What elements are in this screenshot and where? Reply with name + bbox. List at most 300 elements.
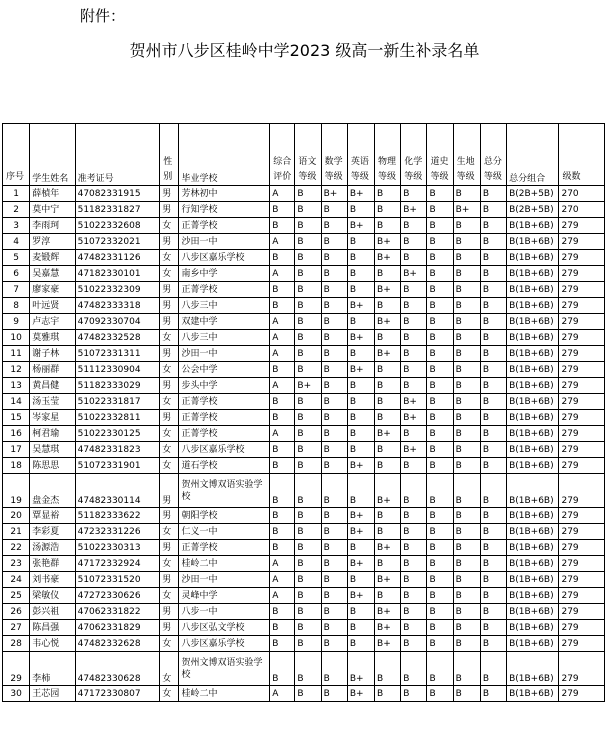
- table-cell: B: [453, 652, 480, 686]
- table-cell: B(1B+6B): [507, 362, 559, 378]
- table-cell: B(1B+6B): [507, 524, 559, 540]
- table-cell: B: [453, 524, 480, 540]
- table-cell: 男: [160, 620, 179, 636]
- table-cell: B(1B+6B): [507, 314, 559, 330]
- table-cell: 15: [3, 410, 30, 426]
- table-cell: B: [453, 330, 480, 346]
- table-cell: B: [270, 620, 295, 636]
- table-cell: B: [480, 426, 506, 442]
- table-cell: B(1B+6B): [507, 346, 559, 362]
- table-cell: B: [401, 620, 427, 636]
- table-cell: 正菁学校: [179, 282, 270, 298]
- table-cell: 桂岭二中: [179, 686, 270, 702]
- table-cell: 8: [3, 298, 30, 314]
- table-cell: B(1B+6B): [507, 540, 559, 556]
- column-header: 级数: [559, 124, 605, 186]
- table-row: [3, 282, 605, 298]
- table-cell: B: [453, 250, 480, 266]
- table-cell: B: [347, 426, 374, 442]
- table-cell: B+: [375, 346, 401, 362]
- table-cell: 47272330626: [75, 588, 160, 604]
- table-cell: 陈思思: [30, 458, 75, 474]
- table-cell: B: [270, 362, 295, 378]
- table-row: [3, 394, 605, 410]
- table-cell: B(1B+6B): [507, 330, 559, 346]
- table-cell: 279: [559, 686, 605, 702]
- table-cell: B+: [347, 524, 374, 540]
- table-row: [3, 572, 605, 588]
- table-cell: 11: [3, 346, 30, 362]
- table-cell: B: [480, 572, 506, 588]
- table-cell: B(1B+6B): [507, 298, 559, 314]
- table-cell: B: [347, 442, 374, 458]
- table-cell: B: [480, 234, 506, 250]
- table-cell: B: [347, 636, 374, 652]
- table-cell: A: [270, 426, 295, 442]
- table-cell: 12: [3, 362, 30, 378]
- table-cell: B: [375, 218, 401, 234]
- column-header: 性别: [160, 124, 179, 186]
- table-cell: 男: [160, 186, 179, 202]
- table-cell: B(1B+6B): [507, 250, 559, 266]
- table-cell: B: [480, 394, 506, 410]
- table-cell: 279: [559, 442, 605, 458]
- table-cell: B: [295, 604, 321, 620]
- table-cell: B: [480, 442, 506, 458]
- table-cell: B: [295, 686, 321, 702]
- table-cell: B: [347, 378, 374, 394]
- table-cell: B: [480, 686, 506, 702]
- table-cell: 51022332608: [75, 218, 160, 234]
- table-row: [3, 442, 605, 458]
- table-cell: 47172332924: [75, 556, 160, 572]
- table-cell: 男: [160, 410, 179, 426]
- table-row: [3, 540, 605, 556]
- table-cell: B: [270, 508, 295, 524]
- table-cell: 女: [160, 266, 179, 282]
- table-cell: 汤玉莹: [30, 394, 75, 410]
- table-cell: B: [480, 282, 506, 298]
- table-cell: B: [321, 572, 347, 588]
- table-cell: B: [453, 686, 480, 702]
- table-cell: B: [453, 588, 480, 604]
- table-cell: A: [270, 266, 295, 282]
- table-cell: 279: [559, 636, 605, 652]
- table-cell: 灵峰中学: [179, 588, 270, 604]
- table-cell: A: [270, 330, 295, 346]
- table-cell: 279: [559, 620, 605, 636]
- table-cell: B: [295, 426, 321, 442]
- table-row: [3, 604, 605, 620]
- table-row: [3, 314, 605, 330]
- table-cell: 20: [3, 508, 30, 524]
- table-cell: B: [401, 652, 427, 686]
- table-cell: B: [347, 282, 374, 298]
- table-cell: B: [347, 572, 374, 588]
- table-cell: B: [295, 572, 321, 588]
- table-cell: 279: [559, 410, 605, 426]
- table-cell: 29: [3, 652, 30, 686]
- table-cell: B: [295, 282, 321, 298]
- table-cell: B: [401, 636, 427, 652]
- table-cell: B: [427, 572, 453, 588]
- table-cell: B: [453, 474, 480, 508]
- table-cell: B: [427, 686, 453, 702]
- table-cell: B(1B+6B): [507, 394, 559, 410]
- table-cell: B: [295, 218, 321, 234]
- table-cell: B: [321, 250, 347, 266]
- column-header: 英语等级: [347, 124, 374, 186]
- table-cell: B: [427, 636, 453, 652]
- table-cell: B(1B+6B): [507, 458, 559, 474]
- table-cell: B: [480, 540, 506, 556]
- table-cell: B(1B+6B): [507, 686, 559, 702]
- table-cell: B: [401, 346, 427, 362]
- table-cell: 岑家星: [30, 410, 75, 426]
- table-cell: 叶远贤: [30, 298, 75, 314]
- table-cell: B: [427, 298, 453, 314]
- table-cell: 47482330114: [75, 474, 160, 508]
- table-cell: 女: [160, 218, 179, 234]
- page-title: 贺州市八步区桂岭中学2023 级高一新生补录名单: [129, 41, 480, 60]
- table-cell: B: [321, 636, 347, 652]
- table-cell: 51022330125: [75, 426, 160, 442]
- table-cell: B(1B+6B): [507, 652, 559, 686]
- table-cell: B: [321, 474, 347, 508]
- table-cell: 279: [559, 378, 605, 394]
- table-cell: 女: [160, 636, 179, 652]
- table-cell: B: [270, 442, 295, 458]
- table-cell: 279: [559, 652, 605, 686]
- table-cell: 八步一中: [179, 604, 270, 620]
- table-cell: 男: [160, 314, 179, 330]
- table-cell: B: [427, 202, 453, 218]
- table-row: [3, 474, 605, 508]
- table-cell: B: [321, 426, 347, 442]
- table-cell: B+: [375, 474, 401, 508]
- table-cell: 女: [160, 556, 179, 572]
- table-cell: 47062331829: [75, 620, 160, 636]
- table-cell: 女: [160, 330, 179, 346]
- table-cell: 公会中学: [179, 362, 270, 378]
- table-cell: B(1B+6B): [507, 588, 559, 604]
- table-cell: B: [453, 362, 480, 378]
- column-header: 道史等级: [427, 124, 453, 186]
- table-cell: B(1B+6B): [507, 636, 559, 652]
- table-cell: B+: [401, 266, 427, 282]
- table-row: [3, 330, 605, 346]
- header-row: [3, 124, 605, 186]
- table-cell: B: [480, 266, 506, 282]
- table-cell: B: [321, 588, 347, 604]
- table-cell: 正菁学校: [179, 410, 270, 426]
- table-cell: B: [321, 378, 347, 394]
- table-cell: 男: [160, 346, 179, 362]
- table-cell: B: [321, 346, 347, 362]
- table-cell: 覃显裕: [30, 508, 75, 524]
- table-cell: B: [453, 572, 480, 588]
- table-cell: B: [453, 186, 480, 202]
- table-cell: 279: [559, 394, 605, 410]
- table-cell: 女: [160, 426, 179, 442]
- table-cell: B: [401, 186, 427, 202]
- table-cell: 13: [3, 378, 30, 394]
- table-cell: 24: [3, 572, 30, 588]
- table-cell: 八步区嘉乐学校: [179, 636, 270, 652]
- column-header: 序号: [3, 124, 30, 186]
- table-body: [3, 186, 605, 702]
- table-cell: B: [347, 250, 374, 266]
- table-cell: B: [375, 298, 401, 314]
- table-cell: B+: [347, 458, 374, 474]
- table-cell: B(1B+6B): [507, 218, 559, 234]
- table-cell: B: [295, 540, 321, 556]
- table-cell: 279: [559, 474, 605, 508]
- table-cell: B: [453, 394, 480, 410]
- table-cell: B: [401, 250, 427, 266]
- table-row: [3, 378, 605, 394]
- table-cell: B: [321, 330, 347, 346]
- table-cell: 彭兴祖: [30, 604, 75, 620]
- table-cell: 八步区嘉乐学校: [179, 250, 270, 266]
- table-cell: 279: [559, 282, 605, 298]
- table-cell: B: [321, 218, 347, 234]
- table-cell: 47482332528: [75, 330, 160, 346]
- table-cell: B: [427, 234, 453, 250]
- table-cell: 279: [559, 218, 605, 234]
- table-cell: 南乡中学: [179, 266, 270, 282]
- table-cell: A: [270, 346, 295, 362]
- table-cell: B: [401, 282, 427, 298]
- table-cell: 4: [3, 234, 30, 250]
- table-cell: 270: [559, 202, 605, 218]
- table-cell: 罗淳: [30, 234, 75, 250]
- table-cell: B: [427, 186, 453, 202]
- table-cell: B: [375, 266, 401, 282]
- table-cell: B: [375, 686, 401, 702]
- table-row: [3, 426, 605, 442]
- table-cell: B: [480, 556, 506, 572]
- table-cell: B: [427, 218, 453, 234]
- table-cell: 桂岭二中: [179, 556, 270, 572]
- table-cell: B: [401, 540, 427, 556]
- table-cell: B: [295, 410, 321, 426]
- table-cell: 22: [3, 540, 30, 556]
- table-cell: B: [401, 524, 427, 540]
- table-cell: B+: [347, 556, 374, 572]
- column-header: 准考证号: [75, 124, 160, 186]
- table-cell: B: [347, 604, 374, 620]
- table-row: [3, 362, 605, 378]
- table-cell: B: [375, 458, 401, 474]
- table-cell: B: [401, 298, 427, 314]
- table-cell: 279: [559, 362, 605, 378]
- table-cell: B: [480, 458, 506, 474]
- table-cell: B: [427, 620, 453, 636]
- table-cell: 八步区嘉乐学校: [179, 442, 270, 458]
- table-cell: B: [295, 442, 321, 458]
- table-cell: B: [295, 458, 321, 474]
- table-cell: 八步三中: [179, 330, 270, 346]
- table-cell: B: [453, 620, 480, 636]
- table-cell: B: [321, 298, 347, 314]
- table-cell: 薛楨年: [30, 186, 75, 202]
- column-header: 语文等级: [295, 124, 321, 186]
- table-cell: B: [453, 346, 480, 362]
- table-cell: 279: [559, 508, 605, 524]
- table-cell: B+: [375, 426, 401, 442]
- table-cell: B: [295, 346, 321, 362]
- table-cell: 23: [3, 556, 30, 572]
- table-cell: 女: [160, 394, 179, 410]
- table-cell: B+: [401, 410, 427, 426]
- table-cell: B: [480, 346, 506, 362]
- table-cell: B: [480, 620, 506, 636]
- table-cell: B+: [375, 620, 401, 636]
- table-cell: 正菁学校: [179, 426, 270, 442]
- table-cell: B: [453, 426, 480, 442]
- table-cell: 5: [3, 250, 30, 266]
- table-cell: 李柿: [30, 652, 75, 686]
- table-cell: 女: [160, 524, 179, 540]
- table-cell: B: [427, 556, 453, 572]
- table-cell: 14: [3, 394, 30, 410]
- table-cell: B: [480, 330, 506, 346]
- column-header: 生地等级: [453, 124, 480, 186]
- table-cell: B: [453, 218, 480, 234]
- table-cell: B: [401, 330, 427, 346]
- table-row: [3, 202, 605, 218]
- table-cell: 吴嘉慧: [30, 266, 75, 282]
- table-cell: 汤源浩: [30, 540, 75, 556]
- table-cell: 芳林初中: [179, 186, 270, 202]
- table-cell: B: [375, 652, 401, 686]
- table-row: [3, 266, 605, 282]
- table-cell: A: [270, 686, 295, 702]
- table-cell: 16: [3, 426, 30, 442]
- table-cell: B: [321, 686, 347, 702]
- table-row: [3, 458, 605, 474]
- table-cell: 47092330704: [75, 314, 160, 330]
- column-header: 物理等级: [375, 124, 401, 186]
- table-cell: 279: [559, 298, 605, 314]
- table-cell: 47182330101: [75, 266, 160, 282]
- table-cell: B: [401, 508, 427, 524]
- table-cell: B(1B+6B): [507, 556, 559, 572]
- table-cell: B: [401, 572, 427, 588]
- table-cell: B(1B+6B): [507, 474, 559, 508]
- table-cell: B: [321, 234, 347, 250]
- table-cell: B+: [375, 250, 401, 266]
- table-cell: 男: [160, 474, 179, 508]
- table-cell: B: [453, 282, 480, 298]
- table-cell: 3: [3, 218, 30, 234]
- table-cell: B+: [347, 298, 374, 314]
- table-cell: B: [453, 458, 480, 474]
- table-cell: B: [295, 652, 321, 686]
- table-cell: B: [480, 362, 506, 378]
- table-cell: 八步区弘文学校: [179, 620, 270, 636]
- table-cell: 279: [559, 524, 605, 540]
- table-row: [3, 588, 605, 604]
- table-cell: 47082331915: [75, 186, 160, 202]
- table-cell: 18: [3, 458, 30, 474]
- table-cell: B(1B+6B): [507, 378, 559, 394]
- table-cell: B+: [375, 314, 401, 330]
- table-row: [3, 686, 605, 702]
- table-row: [3, 508, 605, 524]
- table-cell: 正菁学校: [179, 540, 270, 556]
- table-cell: 28: [3, 636, 30, 652]
- table-cell: 仁义一中: [179, 524, 270, 540]
- table-cell: B: [375, 330, 401, 346]
- table-cell: B: [347, 234, 374, 250]
- table-cell: B: [270, 458, 295, 474]
- table-cell: B: [375, 186, 401, 202]
- table-cell: B: [480, 588, 506, 604]
- table-cell: B: [453, 604, 480, 620]
- table-cell: A: [270, 234, 295, 250]
- table-cell: B: [480, 474, 506, 508]
- column-header: 毕业学校: [179, 124, 270, 186]
- table-cell: 47232331226: [75, 524, 160, 540]
- table-cell: 51072331520: [75, 572, 160, 588]
- table-cell: 47482332628: [75, 636, 160, 652]
- table-cell: B: [427, 604, 453, 620]
- table-cell: 韦心悦: [30, 636, 75, 652]
- table-cell: 279: [559, 588, 605, 604]
- table-row: [3, 298, 605, 314]
- table-cell: B: [347, 314, 374, 330]
- table-cell: 莫雅琪: [30, 330, 75, 346]
- table-cell: B: [453, 378, 480, 394]
- table-cell: B: [480, 508, 506, 524]
- table-cell: B(1B+6B): [507, 442, 559, 458]
- table-cell: B: [401, 686, 427, 702]
- table-cell: 八步三中: [179, 298, 270, 314]
- table-cell: 30: [3, 686, 30, 702]
- table-cell: A: [270, 556, 295, 572]
- table-cell: 柯君瑜: [30, 426, 75, 442]
- table-cell: 279: [559, 266, 605, 282]
- table-cell: B: [375, 442, 401, 458]
- table-cell: B: [480, 250, 506, 266]
- table-cell: B+: [347, 588, 374, 604]
- table-cell: B: [347, 410, 374, 426]
- table-cell: 51072331901: [75, 458, 160, 474]
- table-cell: B: [375, 202, 401, 218]
- table-cell: B: [427, 282, 453, 298]
- table-cell: 男: [160, 202, 179, 218]
- table-cell: 女: [160, 652, 179, 686]
- table-cell: 279: [559, 572, 605, 588]
- table-cell: B: [453, 556, 480, 572]
- table-cell: B(1B+6B): [507, 282, 559, 298]
- table-cell: 279: [559, 250, 605, 266]
- table-cell: B: [427, 250, 453, 266]
- table-cell: B: [321, 410, 347, 426]
- table-cell: B: [427, 426, 453, 442]
- table-cell: B: [427, 330, 453, 346]
- table-cell: B: [375, 508, 401, 524]
- table-cell: B: [453, 410, 480, 426]
- table-cell: B: [295, 556, 321, 572]
- table-cell: 279: [559, 314, 605, 330]
- table-cell: B(1B+6B): [507, 620, 559, 636]
- table-cell: 莫中宁: [30, 202, 75, 218]
- table-cell: B: [480, 314, 506, 330]
- table-cell: 行知学校: [179, 202, 270, 218]
